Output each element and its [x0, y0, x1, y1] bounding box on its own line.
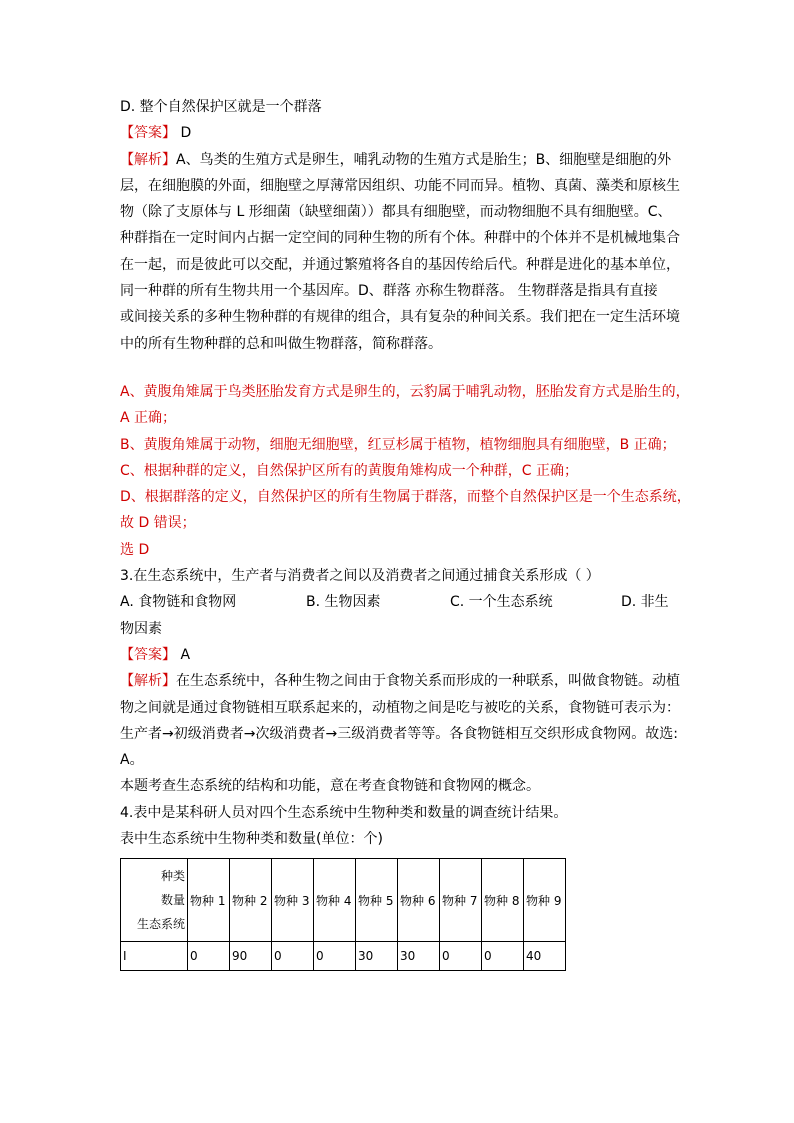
row-label: I — [121, 942, 188, 971]
column-header: 物种 2 — [230, 859, 272, 942]
q2-answer — [120, 120, 680, 146]
species-table — [120, 858, 566, 971]
answer-tag: 【答案】 — [120, 646, 176, 663]
column-header: 物种 3 — [272, 859, 314, 942]
column-header: 物种 8 — [482, 859, 524, 942]
q2-analysis-line: 中的所有生物种群的总和叫做生物群落，简称群落。 — [120, 335, 442, 352]
table-cell: 0 — [314, 942, 356, 971]
table-cell: 40 — [524, 942, 566, 971]
table-cell: 0 — [188, 942, 230, 971]
table-cell: 0 — [272, 942, 314, 971]
table-cell: 30 — [398, 942, 440, 971]
table-cell: 90 — [230, 942, 272, 971]
table-header-row — [121, 859, 566, 942]
q2-analysis-line: 同一种群的所有生物共用一个基因库。D、群落 亦称生物群落。 生物群落是指具有直接 — [120, 283, 658, 300]
q2-explanation-line: D、根据群落的定义，自然保护区的所有生物属于群落，而整个自然保护区是一个生态系统， — [120, 489, 691, 506]
q2-analysis-line: 物（除了支原体与 L 形细菌（缺壁细菌））都具有细胞壁，而动物细胞不具有细胞壁。C、 — [120, 204, 672, 221]
q2-explanation-line: A、黄腹角雉属于鸟类胚胎发育方式是卵生的，云豹属于哺乳动物，胚胎发育方式是胎生的， — [120, 383, 690, 400]
q3-option-b: B. 生物因素 — [306, 594, 381, 611]
q2-explanation-line: A 正确； — [120, 410, 177, 427]
document-body — [120, 94, 691, 971]
q3-answer — [120, 642, 680, 668]
table-corner-header: 种类 数量 生态系统 — [121, 859, 188, 942]
analysis-tag: 【解析】 — [120, 151, 176, 168]
q2-explanation-line: 选 D — [120, 541, 150, 558]
table-caption: 表中生态系统中生物种类和数量(单位：个) — [120, 831, 383, 848]
q2-option-d: D. 整个自然保护区就是一个群落 — [120, 99, 322, 115]
table-row — [121, 942, 566, 971]
q2-explanation-line: C、根据种群的定义，自然保护区所有的黄腹角雉构成一个种群，C 正确； — [120, 462, 578, 479]
answer-value: D — [176, 125, 192, 142]
q3-option-c: C. 一个生态系统 — [450, 594, 553, 611]
q3-option-a: A. 食物链和食物网 — [120, 594, 237, 611]
column-header: 物种 7 — [440, 859, 482, 942]
q2-analysis-line: 或间接关系的多种生物种群的有规律的组合，具有复杂的种间关系。我们把在一定生活环境 — [120, 309, 680, 326]
column-header: 物种 9 — [524, 859, 566, 942]
q3-note: 本题考查生态系统的结构和功能，意在考查食物链和食物网的概念。 — [120, 778, 540, 795]
column-header: 物种 1 — [188, 859, 230, 942]
q2-analysis-line: 【解析】A、鸟类的生殖方式是卵生，哺乳动物的生殖方式是胎生；B、细胞壁是细胞的外 — [120, 151, 672, 168]
column-header: 物种 5 — [356, 859, 398, 942]
q3-option-d: D. 非生 — [621, 594, 669, 611]
q3-analysis-line: 【解析】在生态系统中，各种生物之间由于食物关系而形成的一种联系，叫做食物链。动植 — [120, 673, 680, 690]
q3-options — [120, 589, 680, 615]
column-header: 物种 4 — [314, 859, 356, 942]
q3-stem: 3.在生态系统中，生产者与消费者之间以及消费者之间通过捕食关系形成（ ） — [120, 568, 600, 585]
q2-analysis-line: 种群指在一定时间内占据一定空间的同种生物的所有个体。种群中的个体并不是机械地集合 — [120, 230, 680, 247]
q2-explanation-line: B、黄腹角雉属于动物，细胞无细胞壁，红豆杉属于植物，植物细胞具有细胞壁，B 正确； — [120, 436, 676, 453]
q4-stem: 4.表中是某科研人员对四个生态系统中生物种类和数量的调查统计结果。 — [120, 804, 568, 821]
q3-analysis-line: A。 — [120, 752, 144, 769]
q2-analysis-line: 在一起，而是彼此可以交配，并通过繁殖将各自的基因传给后代。种群是进化的基本单位， — [120, 256, 680, 273]
column-header: 物种 6 — [398, 859, 440, 942]
table-cell: 0 — [440, 942, 482, 971]
analysis-tag: 【解析】 — [120, 673, 176, 690]
answer-tag: 【答案】 — [120, 125, 176, 142]
q3-analysis-line: 物之间就是通过食物链相互联系起来的，动植物之间是吃与被吃的关系，食物链可表示为： — [120, 699, 680, 716]
q3-analysis-line: 生产者→初级消费者→次级消费者→三级消费者等等。各食物链相互交织形成食物网。故选: — [120, 725, 678, 742]
table-cell: 0 — [482, 942, 524, 971]
q3-option-d-cont: 物因素 — [120, 620, 162, 637]
q2-analysis-line: 层，在细胞膜的外面，细胞壁之厚薄常因组织、功能不同而异。植物、真菌、藻类和原核生 — [120, 177, 680, 194]
answer-value: A — [176, 646, 191, 663]
table-cell: 30 — [356, 942, 398, 971]
q2-explanation-line: 故 D 错误； — [120, 515, 196, 532]
